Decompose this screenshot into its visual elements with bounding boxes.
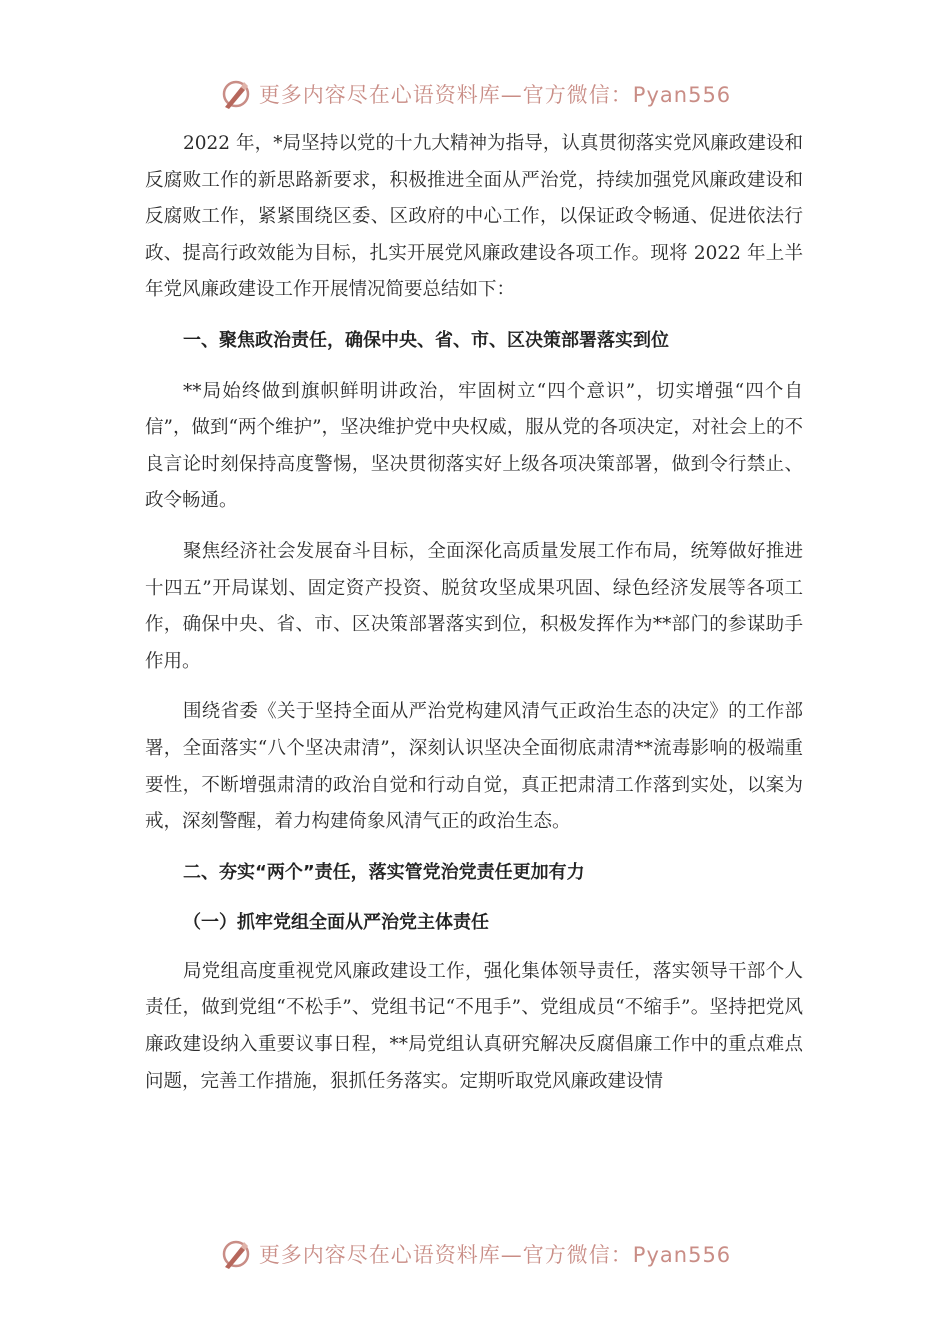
paragraph-party-group: 局党组高度重视党风廉政建设工作，强化集体领导责任，落实领导干部个人责任，做到党组“不松手”、党组书记“不甩手”、党组成员“不缩手”。坚持把党风廉政建设纳入重要议事日程，**局党组认真研究解决反腐倡廉工作中的重点难点问题，完善工作措施，狠抓任务落实。定期听取党风廉政建设情 (145, 960, 803, 1092)
pen-logo-icon (219, 77, 253, 111)
subsection-heading-1: （一）抓牢党组全面从严治党主体责任 (183, 912, 489, 934)
paragraph-economy: 聚焦经济社会发展奋斗目标，全面深化高质量发展工作布局，统筹做好推进十四五”开局谋划、固定资产投资、脱贫攻坚成果巩固、绿色经济发展等各项工作，确保中央、省、市、区决策部署落实到位，积极发挥作为**部门的参谋助手作用。 (145, 540, 803, 672)
paragraph-political: **局始终做到旗帜鲜明讲政治，牢固树立“四个意识”，切实增强“四个自信”，做到“两个维护”，坚决维护党中央权威，服从党的各项决定，对社会上的不良言论时刻保持高度警惕，坚决贯彻落实好上级各项决策部署，做到令行禁止、政令畅通。 (145, 380, 803, 512)
footer-banner-text: 更多内容尽在心语资料库—官方微信：Pyan556 (258, 1243, 732, 1267)
paragraph-provincial-decision: 围绕省委《关于坚持全面从严治党构建风清气正政治生态的决定》的工作部署，全面落实“八个坚决肃清”，深刻认识坚决全面彻底肃清**流毒影响的极端重要性，不断增强肃清的政治自觉和行动自觉，真正把肃清工作落到实处，以案为戒，深刻警醒，着力构建倚象风清气正的政治生态。 (145, 701, 803, 833)
pen-logo-icon (219, 1237, 253, 1271)
footer-banner (0, 1232, 950, 1276)
section-heading-2: 二、夯实“两个”责任，落实管党治党责任更加有力 (183, 861, 585, 883)
header-banner-text: 更多内容尽在心语资料库—官方微信：Pyan556 (258, 83, 732, 107)
section-heading-1: 一、聚焦政治责任，确保中央、省、市、区决策部署落实到位 (183, 329, 669, 351)
header-banner (0, 72, 950, 116)
document-body (145, 126, 803, 1114)
paragraph-intro: 2022 年，*局坚持以党的十九大精神为指导，认真贯彻落实党风廉政建设和反腐败工作的新思路新要求，积极推进全面从严治党，持续加强党风廉政建设和反腐败工作，紧紧围绕区委、区政府的中心工作，以保证政令畅通、促进依法行政、提高行政效能为目标，扎实开展党风廉政建设各项工作。现将 2022 年上半年党风廉政建设工作开展情况简要总结如下： (145, 133, 803, 301)
